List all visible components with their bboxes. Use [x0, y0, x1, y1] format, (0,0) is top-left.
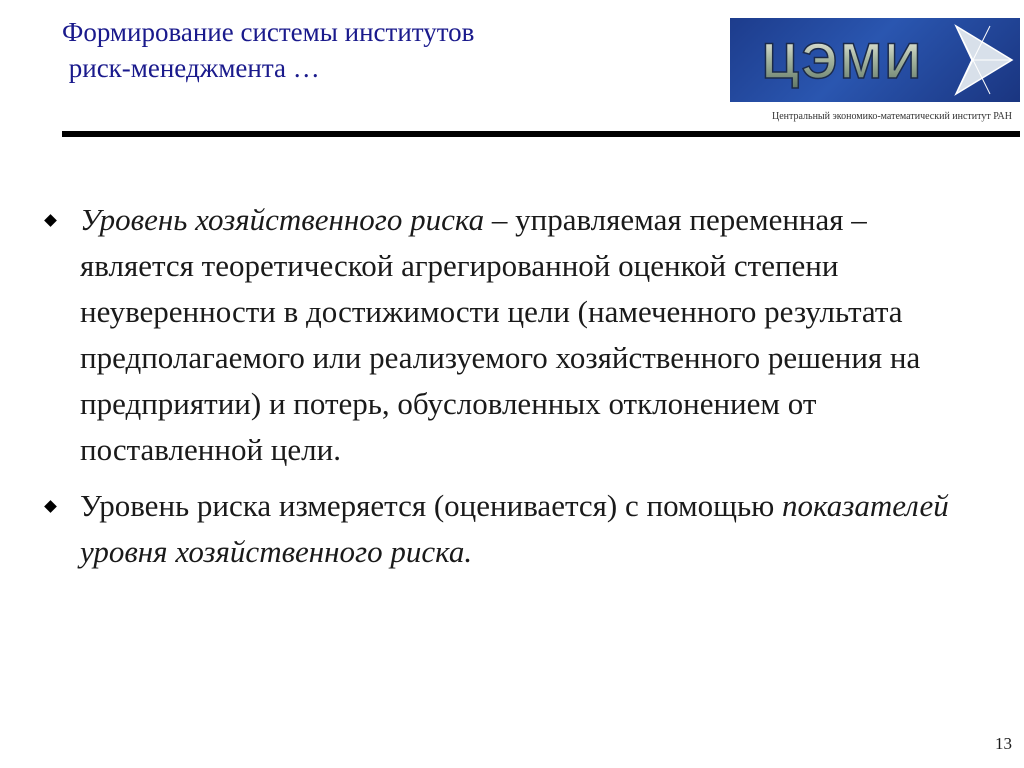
slide-title-line-2: риск-менеджмента … — [62, 53, 320, 83]
institute-caption: Центральный экономико-математический институт РАН — [772, 111, 1012, 122]
cemi-logo-letters: ЦЭМИ — [762, 33, 924, 89]
arrow-right-icon — [950, 22, 1016, 98]
diamond-bullet-icon — [44, 214, 57, 227]
cemi-logo — [730, 18, 1020, 102]
bullet-text: – управляемая переменная – является теоретической агрегированной оценкой степени неуверенности в достижимости цели (намеченного результата предполагаемого или реализуемого хозяйственного решения на предприятии) и потерь, обусловленных отклонением от поставленной цели. — [80, 202, 921, 467]
bullet-list — [44, 197, 974, 575]
cemi-logo-icon — [736, 28, 950, 92]
bullet-text: Уровень риска измеряется (оценивается) с помощью — [80, 488, 783, 523]
diamond-bullet-icon — [44, 500, 57, 513]
bullet-item — [44, 483, 974, 575]
bullet-term: показателей уровня хозяйственного риска. — [80, 488, 949, 569]
slide-title-line-1: Формирование системы институтов — [62, 17, 475, 47]
bullet-item — [44, 197, 974, 473]
page-number: 13 — [995, 734, 1012, 753]
bullet-term: Уровень хозяйственного риска — [80, 202, 485, 237]
title-divider — [62, 131, 1020, 137]
slide-title — [62, 14, 682, 86]
